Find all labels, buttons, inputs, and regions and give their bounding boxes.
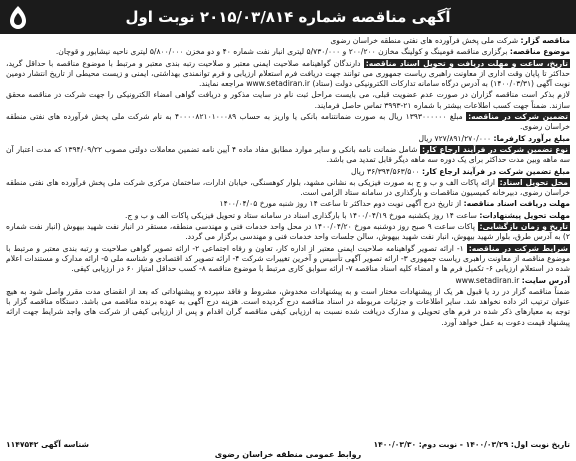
- notice-body: [6, 36, 570, 431]
- ad-id: شناسه آگهی ۱۱۴۷۵۴۲: [6, 439, 89, 449]
- paragraph-text: ارائه پاکات الف و ب و ج به صورت فیزیکی به نشانی مشهد، بلوار کوهسنگی، خیابان ادارات، ساختمان مرکزی شرکت ملی پخش فرآورده های نفتی منطقه خراسان رضوی، دبیرخانه کمیسیون مناقصات و بارگذاری در سامانه ستاد الزامی است.: [6, 177, 570, 198]
- paragraph-text: شرکت ملی پخش فرآورده های نفتی منطقه خراسان رضوی: [330, 36, 521, 45]
- site-link[interactable]: www.setadiran.ir: [455, 275, 522, 285]
- notice-header: [0, 0, 576, 34]
- label: نوع تضمین شرکت در فرآیند ارجاع کار:: [422, 144, 569, 154]
- paragraph-text: از تاریخ درج آگهی نوبت دوم حداکثر تا ساعت ۱۴ روز شنبه مورخ ۱۴۰۰/۰۴/۰۵: [219, 199, 464, 209]
- label: تاریخ، ساعت و مهلت دریافت و تحویل اسناد مناقصه:: [365, 58, 569, 68]
- paragraph-delivery-place: [6, 178, 570, 199]
- notice-footer: [0, 431, 576, 461]
- notice-title: آگهی مناقصه شماره ۲۰۱۵/۰۳/۸۱۴ نوبت اول: [125, 8, 451, 26]
- paragraph-text: ۷۲۷/۸۹۱/۲۷۰/۰۰۰ ریال: [418, 133, 494, 143]
- label: آدرس سایت:: [521, 275, 570, 285]
- paragraph-text: ۳۶/۳۹۴/۵۶۳/۵۰۰ ریال: [350, 166, 422, 176]
- paragraph-text: ساعت ۱۴ روز یکشنبه مورخ ۱۴۰۰/۰۴/۱۹ با بارگذاری اسناد در سامانه ستاد و تحویل فیزیکی پاکات الف و ب و ج.: [124, 210, 480, 220]
- label: مبلغ برآورد کارفرما:: [493, 133, 570, 143]
- paragraph-text: لازم بذکر است مناقصه گزاران در صورت عدم عضویت قبلی، می بایست مراحل ثبت نام در سایت مذکور و دریافت گواهی امضاء الکترونیکی را جهت شرکت در مناقصه محقق سازند. ضمناً جهت کسب اطلاعات بیشتر با شماره ۲۱-۳۹۹۳ تماس حاصل فرمایند.: [6, 90, 570, 110]
- paragraph-text: پاکات ساعت ۹ صبح روز دوشنبه مورخ ۱۴۰۰/۰۴/۲۰ در محل واحد خدمات فنی و مهندسی منطقه، مستقر در انبار نفت شهید بیهوش (انبار نفت شماره ۲) به آدرس طرق، بلوار شهید بیهوش، انبار نفت شهید بیهوش، سالن جلسات واحد خدمات فنی و مهندسی برگزار می گردد.: [6, 222, 570, 242]
- paragraph-notes: [6, 287, 570, 328]
- paragraph-offer-deadline: [6, 211, 570, 221]
- paragraph-estimate: [6, 134, 570, 144]
- paragraph-text: ۱- ارائه تصویر گواهینامه صلاحیت ایمنی معتبر از اداره کار، تعاون و رفاه اجتماعی ۲- ارائه تصویر گواهی صلاحیت و رتبه بندی معتبر و مرتبط با موضوع مناقصه از معاونت راهبری ریاست جمهوری ۳- ارائه تصویر آگهی تأسیس و آخرین تغییرات شرکت ۴- ارائه تصویر کد اقتصادی و شناسه ملی ۵- ارائه مدارک و مستندات اعلام شده در استعلام ارزیابی ۶- تکمیل فرم ها و امضاء کلیه اسناد مناقصه ۷- ارائه سوابق کاری مرتبط با موضوع مناقصه ۸- کسب حداقل امتیاز ۶۰ در ارزیابی کیفی.: [6, 243, 570, 274]
- label: تاریخ و زمان بازگشایی:: [479, 222, 568, 232]
- paragraph-opening: [6, 222, 570, 243]
- paragraph-registration: [6, 90, 570, 111]
- paragraph-site: [6, 276, 570, 286]
- paragraph-text: دارندگان گواهینامه صلاحیت ایمنی معتبر و صلاحیت رتبه بندی معتبر و مرتبط با موضوع مناقصه با حداقل گرید، حداکثر تا پایان وقت اداری از معاونت راهبری ریاست جمهوری می توانند جهت دریافت فرم استعلام ارزیابی و فرم توانمندی بهداشتی، ایمنی و زیست محیطی از تاریخ انتشار دومین نوبت آگهی (۱۴۰۰/۰۳/۳۱) به آدرس درگاه سامانه تدارکات الکترونیکی دولت (ستاد) www.setadiran.ir مراجعه نمایند.: [6, 58, 570, 89]
- paragraph-guarantee-amount: [6, 167, 570, 177]
- paragraph-doc-deadline: [6, 199, 570, 209]
- paragraph-tender-party: [6, 36, 570, 46]
- paragraph-text: ضمناً مناقصه گزار در رد یا قبول هر یک از پیشنهادات مختار است و به پیشنهادات مخدوش، مشروط و فاقد سپرده و پیشنهاداتی که بعد از انقضای مدت مقرر واصل شود به هیچ عنوان ترتیب اثر داده نخواهد شد. سایر اطلاعات و جزئیات مربوطه در اسناد مناقصه درج گردیده است. هزینه درج آگهی به عهده برنده مناقصه می باشد. دستگاه مناقصه گزار با توجه به معیارهای ذکر شده در فرم های تحویلی و مدارک دریافت شده نسبت به ارزیابی کیفی مناقصه گران اقدام و پس از ارزیابی کیفی از شرکت های واجد شرایط جهت ارائه پیشنهاد قیمت دعوت به عمل خواهد آورد.: [6, 286, 570, 327]
- label: موضوع مناقصه:: [509, 47, 570, 57]
- label: محل تحویل اسناد:: [499, 177, 568, 187]
- oil-company-logo-icon: [6, 4, 30, 30]
- paragraph-text: برگزاری مناقصه فومینگ و کولینگ مخازن ۲۰۰/۲۰۰ و ۵/۷۳۰/۰۰۰ لیتری انبار نفت شماره ۴۰ و دو مخزن ۵/۸۰۰/۰۰۰ لیتری ناحیه نیشابور و قوچان.: [55, 47, 510, 57]
- label: مبلغ تضمین شرکت در فرآیند ارجاع کار:: [421, 166, 570, 176]
- publication-dates: تاریخ نوبت اول: ۱۴۰۰/۰۳/۲۹ - نوبت دوم: ۱۴۰۰/۰۳/۳۰: [373, 439, 570, 449]
- label: مهلت دریافت اسناد مناقصه:: [463, 199, 570, 209]
- label: شرایط شرکت در مناقصه:: [468, 243, 569, 253]
- label: تضمین شرکت در مناقصه:: [468, 112, 568, 122]
- paragraph-conditions: [6, 244, 570, 275]
- public-relations-signature: روابط عمومی منطقه خراسان رضوی: [214, 449, 362, 459]
- label: مهلت تحویل پیشنهادات:: [479, 210, 570, 220]
- paragraph-deadline: [6, 59, 570, 90]
- paragraph-guarantee: [6, 112, 570, 133]
- paragraph-text: شامل ضمانت نامه بانکی و سایر موارد مطابق مفاد ماده ۴ آیین نامه تضمین معاملات دولتی مصوب ۱۳۹۴/۰۹/۲۲ که مدت اعتبار آن سه ماهه وبین مدت حداکثر برای یک دوره سه ماهه دیگر قابل تمدید می باشد.: [6, 144, 570, 165]
- label: مناقصه گزار:: [520, 36, 570, 45]
- paragraph-text: مبلغ ۱۳۹۳۰۰۰۰۰۰ ریال به صورت ضمانتنامه بانکی یا واریز به حساب ۴۰۰۰۰۸۲۱۰۱۰۰۰۸۹ به نام شرکت ملی پخش فرآورده های نفتی منطقه خراسان رضوی.: [6, 112, 570, 132]
- paragraph-guarantee-type: [6, 145, 570, 166]
- paragraph-subject: [6, 47, 570, 57]
